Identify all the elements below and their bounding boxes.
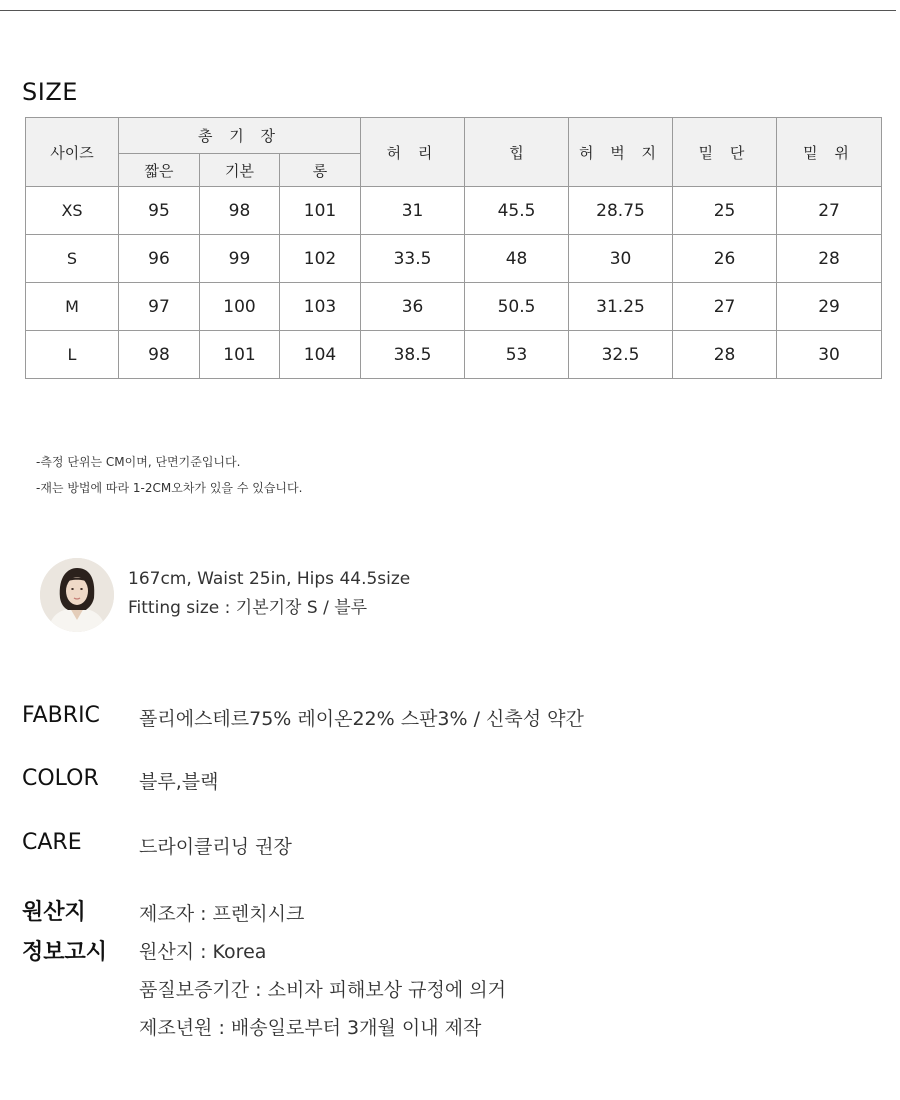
header-rise: 밑 위 xyxy=(777,118,882,187)
cell-size: S xyxy=(26,235,119,283)
fabric-label: FABRIC xyxy=(22,703,100,728)
color-label: COLOR xyxy=(22,766,99,791)
cell-size: M xyxy=(26,283,119,331)
cell-rise: 28 xyxy=(777,235,882,283)
cell-thigh: 32.5 xyxy=(569,331,673,379)
cell-hem: 25 xyxy=(673,187,777,235)
cell-hip: 53 xyxy=(465,331,569,379)
cell-hip: 48 xyxy=(465,235,569,283)
table-row xyxy=(26,187,882,235)
origin-label-line: 정보고시 xyxy=(22,940,108,965)
cell-waist: 36 xyxy=(361,283,465,331)
table-row xyxy=(26,331,882,379)
fabric-value: 폴리에스테르75% 레이온22% 스판3% / 신축성 약간 xyxy=(139,708,584,730)
cell-rise: 29 xyxy=(777,283,882,331)
header-thigh: 허 벅 지 xyxy=(569,118,673,187)
size-chart-table xyxy=(25,117,882,379)
cell-basic: 101 xyxy=(200,331,280,379)
cell-basic: 99 xyxy=(200,235,280,283)
cell-rise: 27 xyxy=(777,187,882,235)
cell-short: 98 xyxy=(119,331,200,379)
origin-line: 원산지 : Korea xyxy=(139,941,267,963)
cell-long: 101 xyxy=(280,187,361,235)
cell-hem: 28 xyxy=(673,331,777,379)
note-line: -측정 단위는 CM이며, 단면기준입니다. xyxy=(36,455,241,469)
cell-thigh: 31.25 xyxy=(569,283,673,331)
cell-hip: 45.5 xyxy=(465,187,569,235)
cell-thigh: 30 xyxy=(569,235,673,283)
cell-waist: 33.5 xyxy=(361,235,465,283)
cell-basic: 98 xyxy=(200,187,280,235)
cell-hip: 50.5 xyxy=(465,283,569,331)
manufacturer-line: 제조자 : 프렌치시크 xyxy=(139,903,305,925)
header-long: 롱 xyxy=(280,154,361,187)
care-label: CARE xyxy=(22,830,82,855)
cell-basic: 100 xyxy=(200,283,280,331)
top-divider xyxy=(0,10,896,11)
cell-hem: 27 xyxy=(673,283,777,331)
table-header-row xyxy=(26,118,882,154)
header-hem: 밑 단 xyxy=(673,118,777,187)
model-info xyxy=(128,565,410,623)
origin-info-values xyxy=(139,895,506,1047)
measurement-notes xyxy=(36,449,302,501)
model-avatar xyxy=(40,558,114,632)
cell-size: XS xyxy=(26,187,119,235)
table-row xyxy=(26,283,882,331)
header-hip: 힙 xyxy=(465,118,569,187)
cell-size: L xyxy=(26,331,119,379)
header-basic: 기본 xyxy=(200,154,280,187)
care-value: 드라이클리닝 권장 xyxy=(139,836,292,858)
cell-rise: 30 xyxy=(777,331,882,379)
cell-thigh: 28.75 xyxy=(569,187,673,235)
origin-info-label xyxy=(22,893,107,973)
cell-long: 102 xyxy=(280,235,361,283)
warranty-line: 품질보증기간 : 소비자 피해보상 규정에 의거 xyxy=(139,979,506,1001)
model-fitting-size: Fitting size : 기본기장 S / 블루 xyxy=(128,598,368,618)
production-date-line: 제조년원 : 배송일로부터 3개월 이내 제작 xyxy=(139,1017,482,1039)
size-section-title: SIZE xyxy=(22,78,78,106)
model-portrait-icon xyxy=(40,558,114,632)
model-measurements: 167cm, Waist 25in, Hips 44.5size xyxy=(128,569,411,589)
header-total-length: 총 기 장 xyxy=(119,118,361,154)
cell-short: 97 xyxy=(119,283,200,331)
header-short: 짧은 xyxy=(119,154,200,187)
note-line: -재는 방법에 따라 1-2CM오차가 있을 수 있습니다. xyxy=(36,481,303,495)
header-size: 사이즈 xyxy=(26,118,119,187)
cell-short: 96 xyxy=(119,235,200,283)
table-row xyxy=(26,235,882,283)
header-waist: 허 리 xyxy=(361,118,465,187)
cell-long: 104 xyxy=(280,331,361,379)
cell-long: 103 xyxy=(280,283,361,331)
origin-label-line: 원산지 xyxy=(22,900,86,925)
cell-hem: 26 xyxy=(673,235,777,283)
color-value: 블루,블랙 xyxy=(139,771,219,793)
cell-short: 95 xyxy=(119,187,200,235)
cell-waist: 31 xyxy=(361,187,465,235)
cell-waist: 38.5 xyxy=(361,331,465,379)
